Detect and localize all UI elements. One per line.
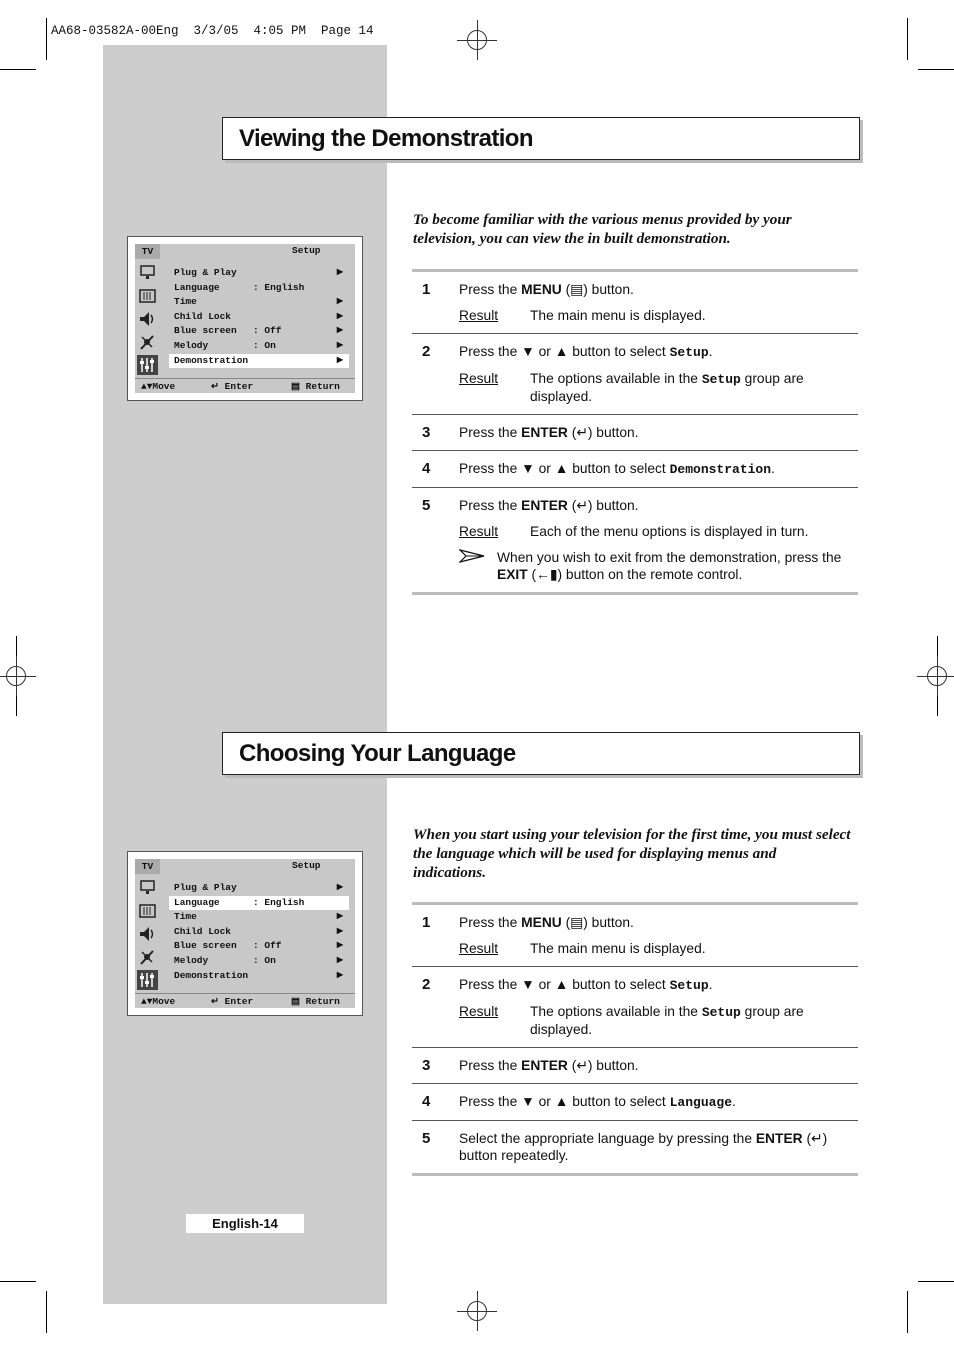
menu-list bbox=[169, 881, 349, 983]
step-row: 2 Press the ▼ or ▲ button to select Setup. Result The options available in the Setup group are displayed. bbox=[412, 333, 858, 414]
page-number: English-14 bbox=[186, 1214, 304, 1233]
arrow-right-icon: ▶ bbox=[336, 311, 343, 321]
note-arrow-icon bbox=[459, 549, 497, 583]
menu-item-selected[interactable]: Language : English bbox=[169, 896, 349, 911]
menu-footer: ▲▼Move ↵ Enter ▤ Return bbox=[135, 993, 355, 1008]
section-intro: To become familiar with the various menus provided by your television, you can view the in built demonstration. bbox=[413, 211, 792, 247]
setup-sliders-icon bbox=[137, 355, 158, 375]
registration-mark-icon bbox=[6, 666, 26, 686]
tv-menu-screen bbox=[127, 851, 363, 1016]
menu-header: Setup bbox=[292, 245, 321, 256]
speaker-icon bbox=[137, 924, 158, 944]
menu-item[interactable]: Plug & Play ▶ bbox=[169, 881, 349, 896]
arrow-right-icon: ▶ bbox=[336, 941, 343, 951]
menu-item[interactable]: Time ▶ bbox=[169, 295, 349, 310]
tv-label: TV bbox=[135, 244, 160, 259]
step-row: 3 Press the ENTER (↵) button. bbox=[412, 1047, 858, 1083]
section-title: Choosing Your Language bbox=[239, 740, 516, 767]
menu-item[interactable]: Demonstration ▶ bbox=[169, 969, 349, 984]
step-row: 5 Select the appropriate language by pressing the ENTER (↵) button repeatedly. bbox=[412, 1120, 858, 1173]
menu-item[interactable]: Child Lock ▶ bbox=[169, 310, 349, 325]
menu-item-selected[interactable]: Demonstration ▶ bbox=[169, 354, 349, 369]
channel-antenna-icon bbox=[137, 947, 158, 967]
menu-list bbox=[169, 266, 349, 368]
arrow-right-icon: ▶ bbox=[336, 955, 343, 965]
side-band bbox=[103, 45, 387, 1304]
arrow-right-icon: ▶ bbox=[336, 970, 343, 980]
menu-item[interactable]: Blue screen : Off ▶ bbox=[169, 324, 349, 339]
registration-mark-icon bbox=[467, 1301, 487, 1321]
menu-item[interactable]: Melody : On ▶ bbox=[169, 954, 349, 969]
channel-antenna-icon bbox=[137, 332, 158, 352]
crop-mark bbox=[907, 1291, 908, 1333]
arrow-right-icon: ▶ bbox=[336, 883, 343, 892]
arrow-right-icon: ▶ bbox=[336, 926, 343, 936]
step-row: 4 Press the ▼ or ▲ button to select Demonstration. bbox=[412, 450, 858, 487]
crop-mark bbox=[0, 1281, 36, 1282]
tv-label: TV bbox=[135, 859, 160, 874]
menu-footer: ▲▼Move ↵ Enter ▤ Return bbox=[135, 378, 355, 393]
menu-item[interactable]: Plug & Play ▶ bbox=[169, 266, 349, 281]
crop-mark bbox=[46, 1291, 47, 1333]
menu-item[interactable]: Language : English bbox=[174, 281, 305, 293]
arrow-right-icon: ▶ bbox=[336, 297, 343, 307]
picture-icon bbox=[137, 878, 158, 898]
crop-mark bbox=[46, 18, 47, 60]
step-row: 1 Press the MENU (▤) button. Result The main menu is displayed. bbox=[422, 914, 706, 956]
section-title-box bbox=[222, 117, 860, 160]
picture-icon bbox=[137, 263, 158, 283]
arrow-right-icon: ▶ bbox=[336, 340, 343, 350]
sound-bars-icon bbox=[137, 286, 158, 306]
arrow-right-icon: ▶ bbox=[336, 326, 343, 336]
section-title-box bbox=[222, 732, 860, 775]
registration-mark-icon bbox=[927, 666, 947, 686]
section-intro: When you start using your television for the first time, you must select the language which will be used for displaying menus and indications. bbox=[413, 826, 851, 881]
steps-table bbox=[412, 902, 858, 1176]
menu-item[interactable]: Melody : On ▶ bbox=[169, 339, 349, 354]
tv-menu-screen bbox=[127, 236, 363, 401]
arrow-right-icon: ▶ bbox=[336, 268, 343, 277]
steps-table bbox=[412, 269, 858, 595]
arrow-right-icon: ▶ bbox=[336, 355, 343, 365]
registration-mark-icon bbox=[467, 30, 487, 50]
section-title: Viewing the Demonstration bbox=[239, 125, 533, 152]
sound-bars-icon bbox=[137, 901, 158, 921]
crop-mark bbox=[0, 69, 36, 70]
crop-mark bbox=[907, 18, 908, 60]
menu-item[interactable]: Time ▶ bbox=[169, 910, 349, 925]
menu-header: Setup bbox=[292, 860, 321, 871]
arrow-right-icon: ▶ bbox=[336, 912, 343, 922]
print-header: AA68-03582A-00Eng 3/3/05 4:05 PM Page 14 bbox=[51, 24, 374, 38]
menu-item[interactable]: Blue screen : Off ▶ bbox=[169, 939, 349, 954]
step-row: 1 Press the MENU (▤) button. Result The main menu is displayed. bbox=[422, 281, 706, 323]
setup-sliders-icon bbox=[137, 970, 158, 990]
crop-mark bbox=[918, 1281, 954, 1282]
step-row: 2 Press the ▼ or ▲ button to select Setup. Result The options available in the Setup group are displayed. bbox=[412, 966, 858, 1047]
step-row: 4 Press the ▼ or ▲ button to select Language. bbox=[412, 1083, 858, 1120]
speaker-icon bbox=[137, 309, 158, 329]
step-row: 5 Press the ENTER (↵) button. Result Each of the menu options is displayed in turn. When you wish to exit from the demonstration, press the EXIT (←▮) button on the remote control. bbox=[412, 487, 858, 592]
step-row: 3 Press the ENTER (↵) button. bbox=[412, 414, 858, 450]
crop-mark bbox=[918, 69, 954, 70]
menu-item[interactable]: Child Lock ▶ bbox=[169, 925, 349, 940]
